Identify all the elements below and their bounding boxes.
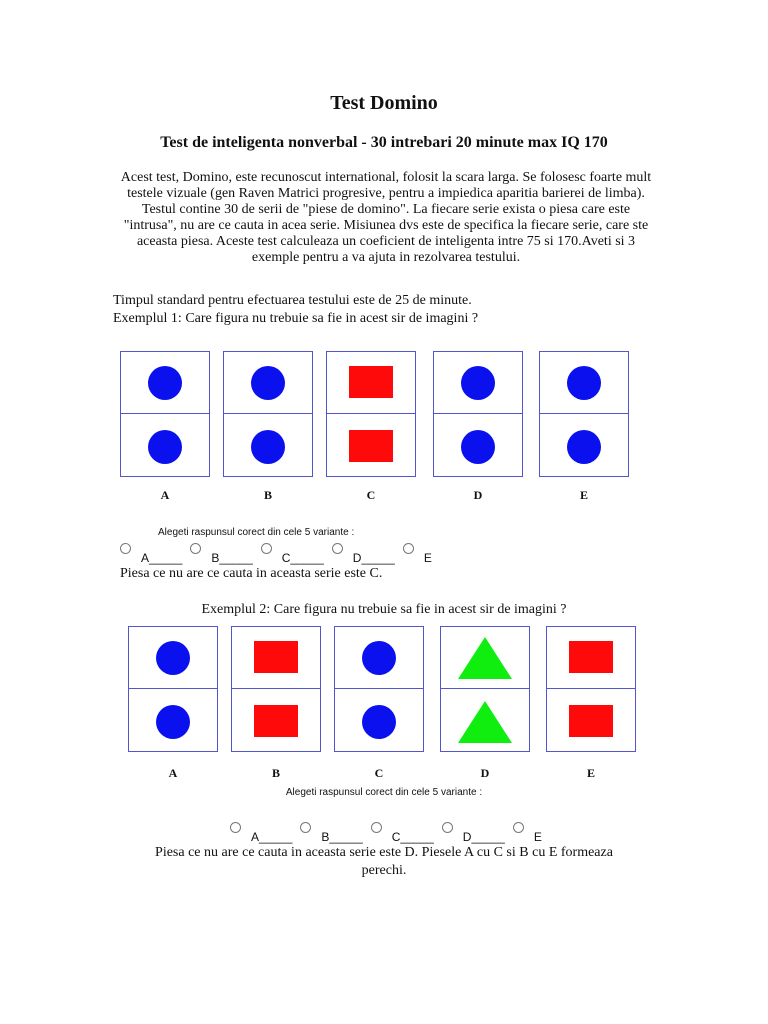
domino-tile-e [546,626,636,752]
standard-time-text: Timpul standard pentru efectuarea testului este de 25 de minute. [113,293,472,308]
tile-label-a: A [168,766,178,780]
domino-tile-c [326,351,416,477]
circle-shape-bottom [567,430,601,464]
option-label: B_____ [321,830,363,844]
triangle-shape-bottom [458,701,512,743]
radio-button[interactable] [120,543,131,554]
circle-shape-bottom [156,705,190,739]
circle-shape-bottom [461,430,495,464]
square-shape-bottom [349,430,393,462]
option-label: A_____ [141,551,183,565]
example2-question: Exemplul 2: Care figura nu trebuie sa fie in acest sir de imagini ? [201,602,567,617]
example1-options [120,543,440,565]
radio-button[interactable] [371,822,382,833]
square-shape-bottom [569,705,613,737]
option-label: A_____ [251,830,293,844]
example2-options [230,822,550,844]
tile-divider [335,688,423,689]
example2-hint: Alegeti raspunsul corect din cele 5 variante : [285,787,483,798]
option-c[interactable] [371,822,434,844]
example2-answer: Piesa ce nu are ce cauta in aceasta serie este D. Piesele A cu C si B cu E formeaza perechi. [155,845,613,878]
option-a[interactable] [230,822,292,844]
tile-label-b: B [271,766,280,780]
option-label: E [533,830,542,844]
triangle-shape-top [458,637,512,679]
domino-tile-c [334,626,424,752]
option-label: D_____ [352,551,395,565]
tile-divider [327,413,415,414]
option-d[interactable] [332,543,395,565]
square-shape-top [349,366,393,398]
tile-divider [232,688,320,689]
option-a[interactable] [120,543,182,565]
domino-tile-a [120,351,210,477]
square-shape-bottom [254,705,298,737]
square-shape-top [254,641,298,673]
circle-shape-top [251,366,285,400]
example1-hint: Alegeti raspunsul corect din cele 5 variante : [158,527,355,538]
radio-button[interactable] [261,543,272,554]
radio-button[interactable] [300,822,311,833]
option-b[interactable] [300,822,362,844]
intro-paragraph-2: Testul contine 30 de serii de "piese de domino". La fiecare serie exista o piesa care este "intrusa", nu are ce cauta in acea serie. Misiunea dvs este de specifica la fiecare serie, care ste aceasta piesa. Aceste test calculeaza un coeficient de inteligenta intre 75 si 170.Aveti si 3 exemple pentru a va ajuta in rezolvarea testului. [123,202,649,265]
tile-divider [540,413,628,414]
circle-shape-top [156,641,190,675]
tile-divider [547,688,635,689]
option-b[interactable] [190,543,252,565]
radio-button[interactable] [332,543,343,554]
page-subtitle: Test de inteligenta nonverbal - 30 intrebari 20 minute max IQ 170 [160,134,608,151]
tile-label-a: A [160,488,170,502]
example1-answer: Piesa ce nu are ce cauta in aceasta serie este C. [120,566,383,581]
circle-shape-bottom [148,430,182,464]
circle-shape-top [567,366,601,400]
option-c[interactable] [261,543,324,565]
tile-label-b: B [263,488,272,502]
tile-divider [441,688,529,689]
option-label: C_____ [281,551,324,565]
intro-text [116,170,656,266]
circle-shape-bottom [251,430,285,464]
tile-divider [129,688,217,689]
circle-shape-top [362,641,396,675]
domino-tile-d [440,626,530,752]
domino-tile-b [231,626,321,752]
option-e[interactable] [513,822,542,844]
tile-label-e: E [586,766,595,780]
radio-button[interactable] [513,822,524,833]
domino-tile-a [128,626,218,752]
option-label: B_____ [211,551,253,565]
tile-label-e: E [579,488,588,502]
square-shape-top [569,641,613,673]
tile-label-c: C [366,488,376,502]
intro-paragraph-1: Acest test, Domino, este recunoscut international, folosit la scara larga. Se folosesc foarte mult testele vizuale (gen Raven Matrici progresive, pentru a impiedica aparitia barierei de limba). [120,170,652,201]
page-title: Test Domino [330,92,438,114]
circle-shape-top [461,366,495,400]
radio-button[interactable] [442,822,453,833]
tile-divider [224,413,312,414]
option-label: E [423,551,432,565]
example1-question: Exemplul 1: Care figura nu trebuie sa fie in acest sir de imagini ? [113,311,479,326]
tile-label-d: D [480,766,490,780]
option-label: C_____ [391,830,434,844]
domino-tile-d [433,351,523,477]
option-d[interactable] [442,822,505,844]
radio-button[interactable] [403,543,414,554]
circle-shape-bottom [362,705,396,739]
domino-tile-b [223,351,313,477]
radio-button[interactable] [190,543,201,554]
radio-button[interactable] [230,822,241,833]
circle-shape-top [148,366,182,400]
tile-label-c: C [374,766,384,780]
domino-tile-e [539,351,629,477]
tile-divider [121,413,209,414]
tile-label-d: D [473,488,483,502]
tile-divider [434,413,522,414]
option-e[interactable] [403,543,432,565]
option-label: D_____ [462,830,505,844]
